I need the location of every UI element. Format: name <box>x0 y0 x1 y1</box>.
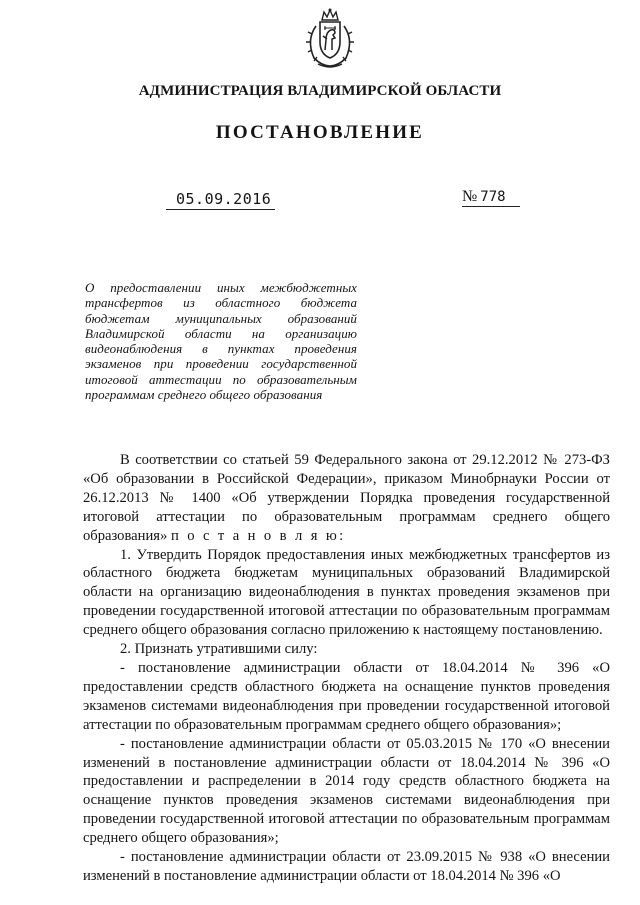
coat-of-arms-emblem <box>298 6 362 70</box>
document-date: 05.09.2016 <box>166 190 275 210</box>
repealed-item-3: - постановление администрации области от 23.09.2015 № 938 «О внесении изменений в постановление администрации области от 18.04.2014 № 396 «О <box>83 849 610 884</box>
decree-word: п о с т а н о в л я ю: <box>170 527 346 544</box>
document-body <box>83 451 610 886</box>
preamble-paragraph <box>83 451 610 546</box>
organization-title: АДМИНИСТРАЦИЯ ВЛАДИМИРСКОЙ ОБЛАСТИ <box>138 83 502 99</box>
preamble-text: В соответствии со статьей 59 Федерального закона от 29.12.2012 № 273-ФЗ «Об образовании в Российской Федерации», приказом Минобрнауки России от 26.12.2013 № 1400 «Об утверждении Порядка проведения государственной итоговой аттестации по образовательным программам среднего общего образования» <box>83 452 610 544</box>
document-number <box>462 188 520 207</box>
repealed-item-1: - постановление администрации области от 18.04.2014 № 396 «О предоставлении средств областного бюджета на оснащение пунктов проведения экзаменов системами видеонаблюдения при проведении государственной итоговой аттестации по образовательным программам среднего общего образования»; <box>83 659 610 733</box>
item-1-paragraph: 1. Утвердить Порядок предоставления иных межбюджетных трансфертов из областного бюджета бюджетам муниципальных образований Владимирской области на организацию видеонаблюдения в пунктах проведения экзаменов при проведении государственной итоговой аттестации по образовательным программам среднего общего образования согласно приложению к настоящему постановлению. <box>83 546 610 639</box>
number-sign: № <box>462 188 478 205</box>
repealed-item-2: - постановление администрации области от 05.03.2015 № 170 «О внесении изменений в постановление администрации области от 18.04.2014 № 396 «О предоставлении и распределении в 2014 году средств областного бюджета на оснащение пунктов проведения экзаменов системами видеонаблюдения при проведении государственной итоговой аттестации по образовательным программам среднего общего образования»; <box>83 735 610 847</box>
item-2-paragraph: 2. Признать утратившими силу: <box>120 641 318 658</box>
document-subject: О предоставлении иных межбюджетных трансфертов из областного бюджета бюджетам муниципальных образований Владимирской области на организацию видеонаблюдения в пунктах проведения экзаменов при проведении государственной итоговой аттестации по образовательным программам среднего общего образования <box>85 280 357 403</box>
document-type-title: ПОСТАНОВЛЕНИЕ <box>215 122 425 143</box>
number-value: 778 <box>480 189 506 205</box>
